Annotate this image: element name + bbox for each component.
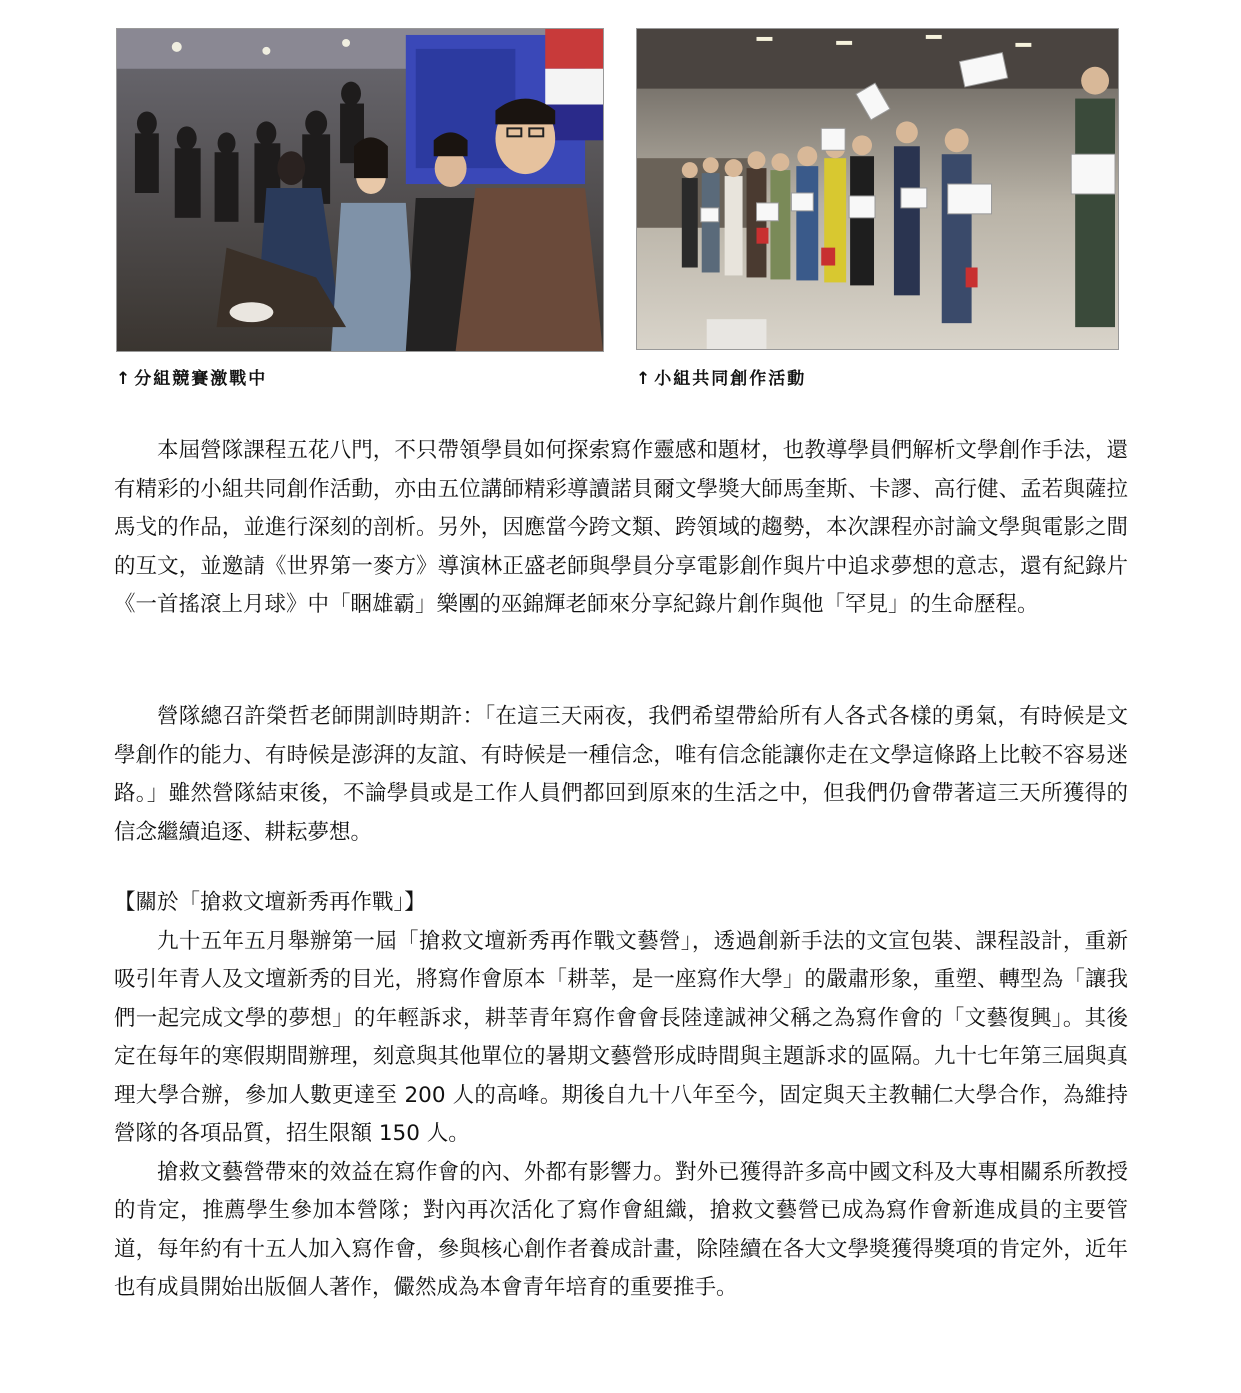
caption-text: 分組競賽激戰中 <box>134 369 268 389</box>
paragraph-about-impact: 搶救文藝營帶來的效益在寫作會的內、外都有影響力。對外已獲得許多高中國文科及大專相關系所教授的肯定，推薦學生參加本營隊；對內再次活化了寫作會組織，搶救文藝營已成為寫作會新進成員的主要管道，每年約有十五人加入寫作會，參與核心創作者養成計畫，除陸續在各大文學獎獲得獎項的肯定外，近年也有成員開始出版個人著作，儼然成為本會青年培育的重要推手。 <box>114 1159 1128 1300</box>
photo-group-creation-image <box>637 29 1118 349</box>
paragraph-opening-remarks: 營隊總召許榮哲老師開訓時期許：「在這三天兩夜，我們希望帶給所有人各式各樣的勇氣，有時候是文學創作的能力、有時候是澎湃的友誼、有時候是一種信念，唯有信念能讓你走在文學這條路上比較不容易迷路。」雖然營隊結束後，不論學員或是工作人員們都回到原來的生活之中，但我們仍會帶著這三天所獲得的信念繼續追逐、耕耘夢想。 <box>114 704 1128 845</box>
paragraph-about-history: 九十五年五月舉辦第一屆「搶救文壇新秀再作戰文藝營」，透過創新手法的文宣包裝、課程設計，重新吸引年青人及文壇新秀的目光，將寫作會原本「耕莘，是一座寫作大學」的嚴肅形象，重塑、轉型為「讓我們一起完成文學的夢想」的年輕訴求，耕莘青年寫作會會長陸達誠神父稱之為寫作會的「文藝復興」。其後定在每年的寒假期間辦理，刻意與其他單位的暑期文藝營形成時間與主題訴求的區隔。九十七年第三屆與真理大學合辦，參加人數更達至 200 人的高峰。期後自九十八年至今，固定與天主教輔仁大學合作，為維持營隊的各項品質，招生限額 150 人。 <box>114 928 1128 1146</box>
body-section-1 <box>114 432 1128 625</box>
photo-caption-right <box>636 364 806 389</box>
photo-group-competition-image <box>117 29 603 351</box>
caption-text: 小組共同創作活動 <box>654 369 807 389</box>
about-heading: 【關於「搶救文壇新秀再作戰」】 <box>114 890 426 915</box>
photo-group-creation <box>636 28 1119 350</box>
up-arrow-icon: ↑ <box>636 369 653 389</box>
photo-group-competition <box>116 28 604 352</box>
up-arrow-icon: ↑ <box>116 369 133 389</box>
body-section-2 <box>114 698 1128 852</box>
about-section <box>114 884 1128 1308</box>
paragraph-course-content: 本屆營隊課程五花八門，不只帶領學員如何探索寫作靈感和題材，也教導學員們解析文學創作手法，還有精彩的小組共同創作活動，亦由五位講師精彩導讀諾貝爾文學獎大師馬奎斯、卡謬、高行健、孟若與薩拉馬戈的作品，並進行深刻的剖析。另外，因應當今跨文類、跨領域的趨勢，本次課程亦討論文學與電影之間的互文，並邀請《世界第一麥方》導演林正盛老師與學員分享電影創作與片中追求夢想的意志，還有紀錄片《一首搖滾上月球》中「睏雄霸」樂團的巫錦輝老師來分享紀錄片創作與他「罕見」的生命歷程。 <box>114 438 1128 617</box>
photo-caption-left <box>116 364 267 389</box>
